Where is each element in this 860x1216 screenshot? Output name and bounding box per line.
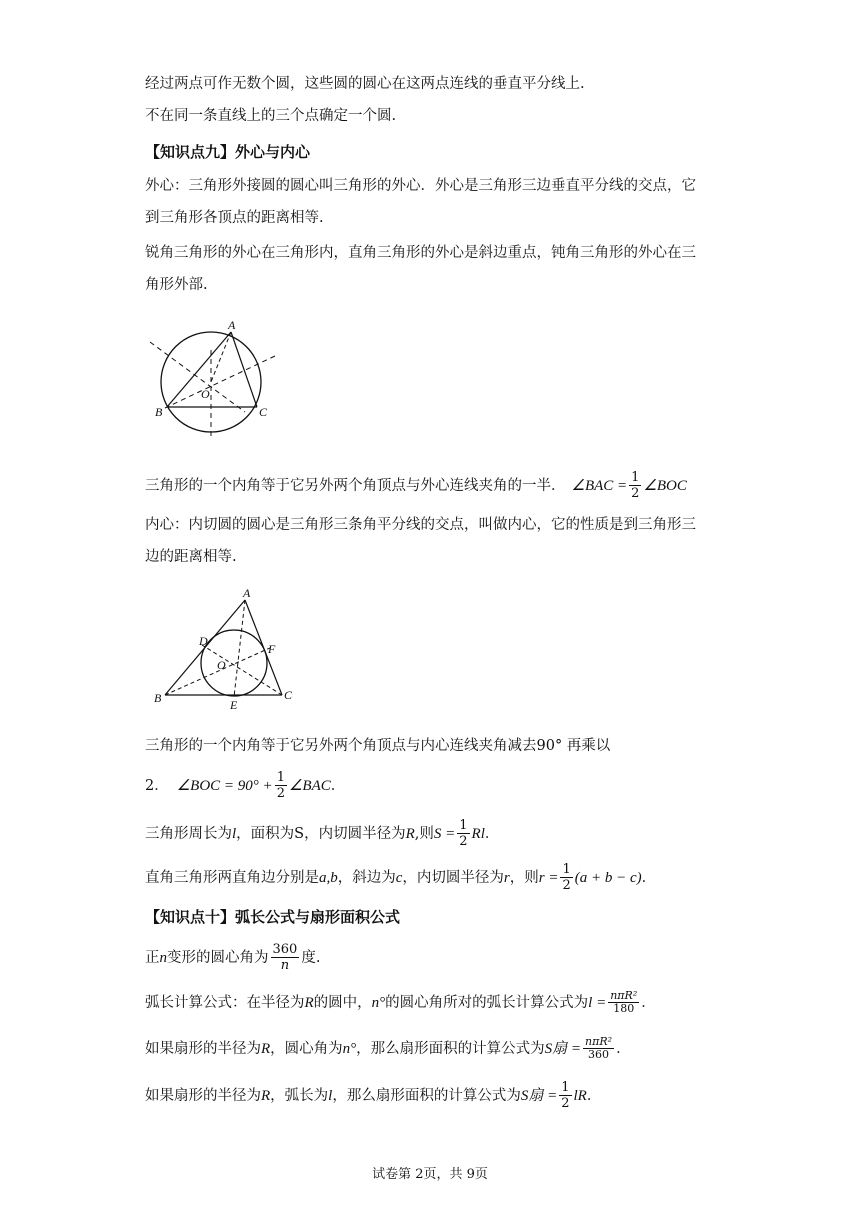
text-line-formula: 如果扇形的半径为 R ，弧长为 l ，那么扇形面积的计算公式为 S扇 = $\frac{1}{2}$ lR ． — [145, 1080, 602, 1111]
label-C: C — [284, 688, 293, 702]
text-line-formula: 2． ∠BOC = 90° + $\frac{1}{2}$ ∠BAC ． — [145, 770, 346, 801]
text-line: 内心：内切圆的圆心是三角形三条角平分线的交点，叫做内心，它的性质是到三角形三 — [145, 517, 696, 533]
label-E: E — [230, 698, 238, 712]
text-line: 不在同一条直线上的三个点确定一个圆. — [145, 108, 397, 124]
label-O: O — [201, 387, 210, 401]
text-line: 锐角三角形的外心在三角形内，直角三角形的外心是斜边重点，钝角三角形的外心在三 — [145, 245, 696, 261]
text-line: 三角形的一个内角等于它另外两个角顶点与内心连线夹角减去90° 再乘以 — [145, 738, 611, 754]
label-B: B — [154, 691, 162, 705]
section-heading-10: 【知识点十】弧长公式与扇形面积公式 — [145, 908, 401, 926]
fraction-half: $\frac{1}{2}$ — [631, 470, 640, 501]
text-line-formula: 三角形周长为 l ，面积为S，内切圆半径为 R ,则 S = $\frac{1}{2}$ Rl ． — [145, 818, 500, 849]
text-line: 角形外部. — [145, 277, 208, 293]
text-line: 边的距离相等. — [145, 549, 237, 565]
label-A: A — [243, 586, 251, 600]
text-line-formula: 弧长计算公式：在半径为 R 的圆中， n° 的圆心角所对的弧长计算公式为 l = $\frac{\text{nπR²}}{180}$ ． — [145, 989, 656, 1015]
text: 三角形的一个内角等于它另外两个角顶点与外心连线夹角的一半． — [145, 477, 566, 494]
incenter-figure — [150, 585, 300, 715]
page-footer: 试卷第 2页，共 9页 — [372, 1167, 488, 1182]
label-A: A — [228, 318, 236, 332]
circumcenter-figure — [145, 312, 285, 447]
label-O: O — [217, 658, 226, 672]
label-B: B — [155, 405, 163, 419]
text-line: 到三角形各顶点的距离相等. — [145, 210, 324, 226]
label-F: F — [268, 642, 276, 656]
formula-right: ∠BOC — [643, 477, 687, 494]
label-C: C — [259, 405, 268, 419]
text-line-formula: 如果扇形的半径为 R ，圆心角为 n° ，那么扇形面积的计算公式为 S扇 = $\frac{\text{nπR²}}{360}$ ． — [145, 1035, 631, 1061]
section-heading-9: 【知识点九】外心与内心 — [145, 143, 311, 161]
formula-left: ∠BAC = — [571, 477, 628, 494]
label-D: D — [199, 634, 208, 648]
text-line-formula — [145, 470, 687, 501]
text-line: 外心：三角形外接圆的圆心叫三角形的外心．外心是三角形三边垂直平分线的交点，它 — [145, 178, 696, 194]
text-line-formula: 正 n 变形的圆心角为 $\frac{360}{n}$ 度. — [145, 942, 321, 973]
text-line-formula: 直角三角形两直角边分别是 a,b ，斜边为 c ，内切圆半径为 r ，则 r = $\frac{1}{2}$ (a + b − c) ． — [145, 862, 657, 893]
text-line: 经过两点可作无数个圆，这些圆的圆心在这两点连线的垂直平分线上. — [145, 76, 585, 92]
